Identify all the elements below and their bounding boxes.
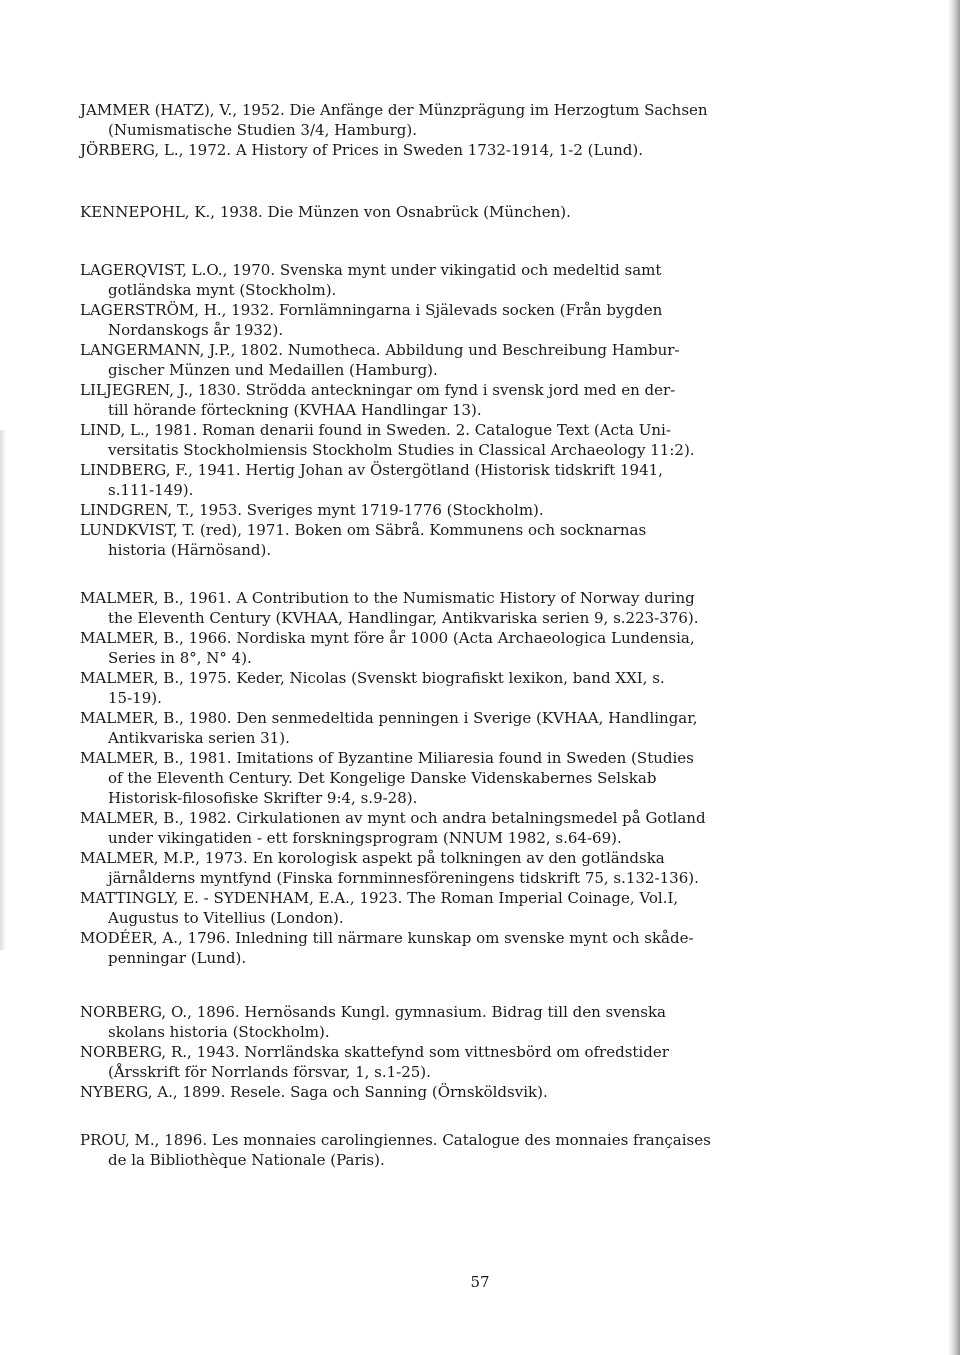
reference-line: LAGERQVIST, L.O., 1970. Svenska mynt under vikingatid och medeltid samt	[80, 261, 662, 279]
reference-line: 15-19).	[108, 689, 162, 707]
reference-line: NORBERG, O., 1896. Hernösands Kungl. gymnasium. Bidrag till den svenska	[80, 1003, 666, 1021]
reference-line: gischer Münzen und Medaillen (Hamburg).	[108, 361, 438, 379]
reference-line: (Numismatische Studien 3/4, Hamburg).	[108, 121, 418, 139]
reference-line: MALMER, B., 1980. Den senmedeltida penningen i Sverige (KVHAA, Handlingar,	[80, 709, 698, 727]
bibliography-block	[80, 202, 870, 222]
reference-line: skolans historia (Stockholm).	[108, 1023, 330, 1041]
reference-line: MALMER, B., 1966. Nordiska mynt före år 1000 (Acta Archaeologica Lundensia,	[80, 629, 695, 647]
reference-line: MALMER, M.P., 1973. En korologisk aspekt på tolkningen av den gotländska	[80, 849, 665, 867]
reference-line: LUNDKVIST, T. (red), 1971. Boken om Säbrå. Kommunens och socknarnas	[80, 521, 647, 539]
reference-line: LANGERMANN, J.P., 1802. Numotheca. Abbildung und Beschreibung Hambur-	[80, 341, 680, 359]
reference-line: Augustus to Vitellius (London).	[108, 909, 344, 927]
reference-line: JAMMER (HATZ), V., 1952. Die Anfänge der Münzprägung im Herzogtum Sachsen	[80, 101, 708, 119]
reference-line: PROU, M., 1896. Les monnaies carolingiennes. Catalogue des monnaies françaises	[80, 1131, 711, 1149]
reference-line: MATTINGLY, E. - SYDENHAM, E.A., 1923. The Roman Imperial Coinage, Vol.I,	[80, 889, 679, 907]
reference-line: versitatis Stockholmiensis Stockholm Studies in Classical Archaeology 11:2).	[108, 441, 695, 459]
reference-line: LILJEGREN, J., 1830. Strödda anteckningar om fynd i svensk jord med en der-	[80, 381, 676, 399]
reference-line: till hörande förteckning (KVHAA Handlingar 13).	[108, 401, 482, 419]
reference-line: JÖRBERG, L., 1972. A History of Prices in Sweden 1732-1914, 1-2 (Lund).	[80, 141, 643, 159]
reference-line: MALMER, B., 1982. Cirkulationen av mynt och andra betalningsmedel på Gotland	[80, 809, 706, 827]
reference-line: LINDGREN, T., 1953. Sveriges mynt 1719-1776 (Stockholm).	[80, 501, 544, 519]
reference-line: Historisk-filosofiske Skrifter 9:4, s.9-28).	[108, 789, 418, 807]
reference-line: MODÉER, A., 1796. Inledning till närmare kunskap om svenske mynt och skåde-	[80, 929, 694, 947]
reference-line: historia (Härnösand).	[108, 541, 272, 559]
reference-line: Series in 8°, N° 4).	[108, 649, 252, 667]
reference-line: LINDBERG, F., 1941. Hertig Johan av Östergötland (Historisk tidskrift 1941,	[80, 461, 663, 479]
reference-line: MALMER, B., 1961. A Contribution to the Numismatic History of Norway during	[80, 589, 695, 607]
bibliography-block	[80, 1002, 870, 1102]
bibliography-block	[80, 100, 870, 160]
reference-line: NORBERG, R., 1943. Norrländska skattefynd som vittnesbörd om ofredstider	[80, 1043, 669, 1061]
reference-line: penningar (Lund).	[108, 949, 247, 967]
reference-line: (Årsskrift för Norrlands försvar, 1, s.1-25).	[108, 1063, 431, 1081]
page-edge-shadow	[948, 0, 960, 1355]
reference-line: NYBERG, A., 1899. Resele. Saga och Sanning (Örnsköldsvik).	[80, 1083, 548, 1101]
reference-line: gotländska mynt (Stockholm).	[108, 281, 337, 299]
bibliography-block	[80, 588, 870, 968]
reference-line: the Eleventh Century (KVHAA, Handlingar, Antikvariska serien 9, s.223-376).	[108, 609, 699, 627]
reference-line: s.111-149).	[108, 481, 194, 499]
reference-line: Antikvariska serien 31).	[108, 729, 290, 747]
reference-line: MALMER, B., 1975. Keder, Nicolas (Svenskt biografiskt lexikon, band XXI, s.	[80, 669, 665, 687]
reference-line: Nordanskogs år 1932).	[108, 321, 284, 339]
reference-line: de la Bibliothèque Nationale (Paris).	[108, 1151, 385, 1169]
scan-edge-shadow	[0, 430, 6, 950]
bibliography-block	[80, 260, 870, 560]
bibliography-block	[80, 1130, 870, 1170]
reference-line: MALMER, B., 1981. Imitations of Byzantine Miliaresia found in Sweden (Studies	[80, 749, 694, 767]
reference-line: LIND, L., 1981. Roman denarii found in Sweden. 2. Catalogue Text (Acta Uni-	[80, 421, 671, 439]
reference-line: KENNEPOHL, K., 1938. Die Münzen von Osnabrück (München).	[80, 203, 571, 221]
reference-line: järnålderns myntfynd (Finska fornminnesföreningens tidskrift 75, s.132-136).	[108, 869, 699, 887]
page-number: 57	[470, 1273, 490, 1291]
reference-line: LAGERSTRÖM, H., 1932. Fornlämningarna i Själevads socken (Från bygden	[80, 301, 663, 319]
reference-line: of the Eleventh Century. Det Kongelige Danske Videnskabernes Selskab	[108, 769, 657, 787]
reference-line: under vikingatiden - ett forskningsprogram (NNUM 1982, s.64-69).	[108, 829, 622, 847]
